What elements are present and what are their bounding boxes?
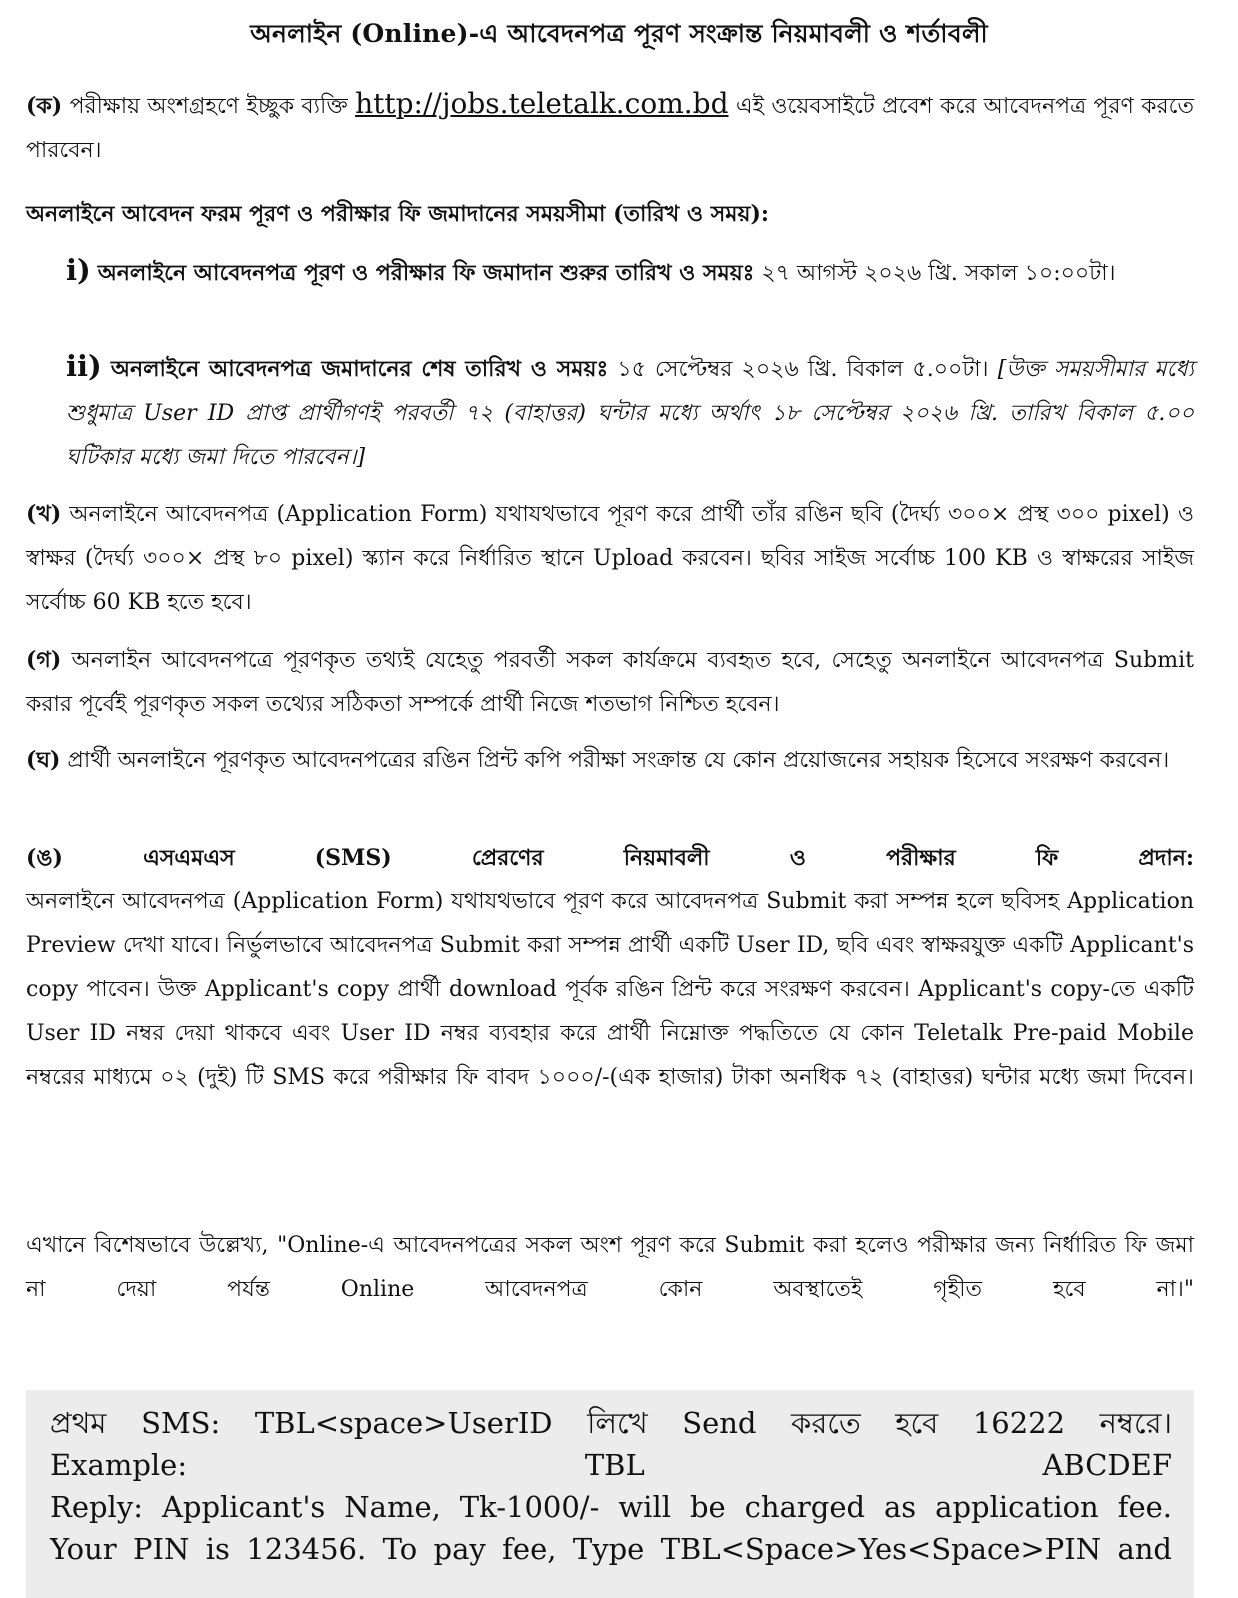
paragraph-label: (ঙ) (26, 845, 63, 871)
paragraph-text: পরীক্ষায় অংশগ্রহণে ইচ্ছুক ব্যক্তি (69, 94, 348, 119)
item-label: ii) (66, 349, 102, 383)
paragraph-text: এই ওয়েবসাইটে প্রবেশ করে আবেদনপত্র পূরণ করতে পারবেন। (26, 94, 1195, 163)
paragraph-text: অনলাইন আবেদনপত্রে পূরণকৃত তথ্যই যেহেতু পরবর্তী সকল কার্যক্রমে ব্যবহৃত হবে, সেহেতু অনলাইনে আবেদনপত্র Submit করার পূর্বেই পূরণকৃত সকল তথ্যের সঠিকতা সম্পর্কে প্রার্থী নিজে শতভাগ নিশ্চিত হবেন। (26, 648, 1194, 717)
item-value: ১৫ সেপ্টেম্বর ২০২৬ খ্রি. বিকাল ৫.০০টা। (617, 357, 989, 382)
paragraph-text: অনলাইনে আবেদনপত্র (Application Form) যথাযথভাবে পূরণ করে প্রার্থী তাঁর রঙিন ছবি (দৈর্ঘ্য ৩০০× প্রস্থ ৩০০ pixel) ও স্বাক্ষর (দৈর্ঘ্য ৩০০× প্রস্থ ৮০ pixel) স্ক্যান করে নির্ধারিত স্থানে Upload করবেন। ছবির সাইজ সর্বোচ্চ 100 KB ও স্বাক্ষরের সাইজ সর্বোচ্চ 60 KB হতে হবে। (26, 502, 1195, 615)
item-heading: অনলাইনে আবেদনপত্র জমাদানের শেষ তারিখ ও সময়ঃ (110, 356, 609, 382)
sms-rules-heading (26, 836, 1194, 880)
deadline-heading: অনলাইনে আবেদন ফরম পূরণ ও পরীক্ষার ফি জমাদানের সময়সীমা (তারিখ ও সময়): (26, 201, 769, 227)
paragraph-umo (26, 836, 1194, 1100)
example-label: Example: (50, 1448, 188, 1482)
paragraph-text: অনলাইনে আবেদনপত্র (Application Form) যথাযথভাবে পূরণ করে আবেদনপত্র Submit করা সম্পন্ন হলে ছবিসহ Application Preview দেখা যাবে। নির্ভুলভাবে আবেদনপত্র Submit করা সম্পন্ন প্রার্থী একটি User ID, ছবি এবং স্বাক্ষরযুক্ত একটি Applicant's copy পাবেন। উক্ত Applicant's copy প্রার্থী download পূর্বক রঙিন প্রিন্ট করে সংরক্ষণ করবেন। Applicant's copy-তে একটি User ID নম্বর দেয়া থাকবে এবং User ID নম্বর ব্যবহার করে প্রার্থী নিম্নোক্ত পদ্ধতিতে যে কোন Teletalk Pre-paid Mobile নম্বরের মাধ্যমে ০২ (দুই) টি SMS করে পরীক্ষার ফি বাবদ ১০০০/-(এক হাজার) টাকা অনধিক ৭২ (বাহাত্তর) ঘন্টার মধ্যে জমা দিবেন। (26, 889, 1194, 1090)
paragraph-text: প্রার্থী অনলাইনে পূরণকৃত আবেদনপত্রের রঙিন প্রিন্ট কপি পরীক্ষা সংক্রান্ত যে কোন প্রয়োজনের সহায়ক হিসেবে সংরক্ষণ করবেন। (67, 748, 1170, 773)
item-heading: অনলাইনে আবেদনপত্র পূরণ ও পরীক্ষার ফি জমাদান শুরুর তারিখ ও সময়ঃ (97, 260, 755, 286)
deadline-item-end (66, 344, 1194, 480)
item-value: ২৭ আগস্ট ২০২৬ খ্রি. সকাল ১০:০০টা। (761, 261, 1116, 286)
paragraph-ga (26, 638, 1194, 727)
deadline-item-start (66, 248, 1194, 296)
paragraph-label: (ক) (26, 93, 63, 119)
important-note: এখানে বিশেষভাবে উল্লেখ্য, "Online-এ আবেদনপত্রের সকল অংশ পূরণ করে Submit করা হলেও পরীক্ষার জন্য নির্ধারিত ফি জমা না দেয়া পর্যন্ত Online আবেদনপত্র কোন অবস্থাতেই গৃহীত হবে না।" (26, 1233, 1194, 1302)
sms-reply-line: Reply: Applicant's Name, Tk-1000/- will be charged as application fee. (50, 1490, 1172, 1524)
teletalk-link[interactable]: http://jobs.teletalk.com.bd (355, 87, 729, 120)
page-title: অনলাইন (Online)-এ আবেদনপত্র পূরণ সংক্রান্ত নিয়মাবলী ও শর্তাবলী (250, 19, 988, 48)
example-userid: ABCDEF (1042, 1448, 1172, 1482)
item-label: i) (66, 253, 91, 287)
paragraph-gha (26, 738, 1194, 783)
paragraph-label: (খ) (26, 501, 62, 527)
example-code: TBL (584, 1448, 645, 1482)
sms-pin-line: Your PIN is 123456. To pay fee, Type TBL<Space>Yes<Space>PIN and (50, 1532, 1172, 1566)
sms-line-first: প্রথম SMS: TBL<space>UserID লিখে Send করতে হবে 16222 নম্বরে। (50, 1406, 1172, 1440)
paragraph-label: (গ) (26, 647, 62, 673)
paragraph-label: (ঘ) (26, 747, 61, 773)
paragraph-kha (26, 492, 1194, 625)
sms-heading-text: এসএমএস (SMS) প্রেরণের নিয়মাবলী ও পরীক্ষার ফি প্রদান: (143, 845, 1194, 871)
paragraph-ka (26, 82, 1194, 173)
sms-example-line (50, 1444, 1172, 1486)
item-note: [উক্ত সময়সীমার মধ্যে শুধুমাত্র User ID প্রাপ্ত প্রার্থীগণই পরবর্তী ৭২ (বাহাত্তর) ঘন্টার মধ্যে অর্থাৎ ১৮ সেপ্টেম্বর ২০২৬ খ্রি. তারিখ বিকাল ৫.০০ ঘটিকার মধ্যে জমা দিতে পারবেন।] (66, 357, 1195, 470)
sms-instructions-box (26, 1390, 1194, 1598)
